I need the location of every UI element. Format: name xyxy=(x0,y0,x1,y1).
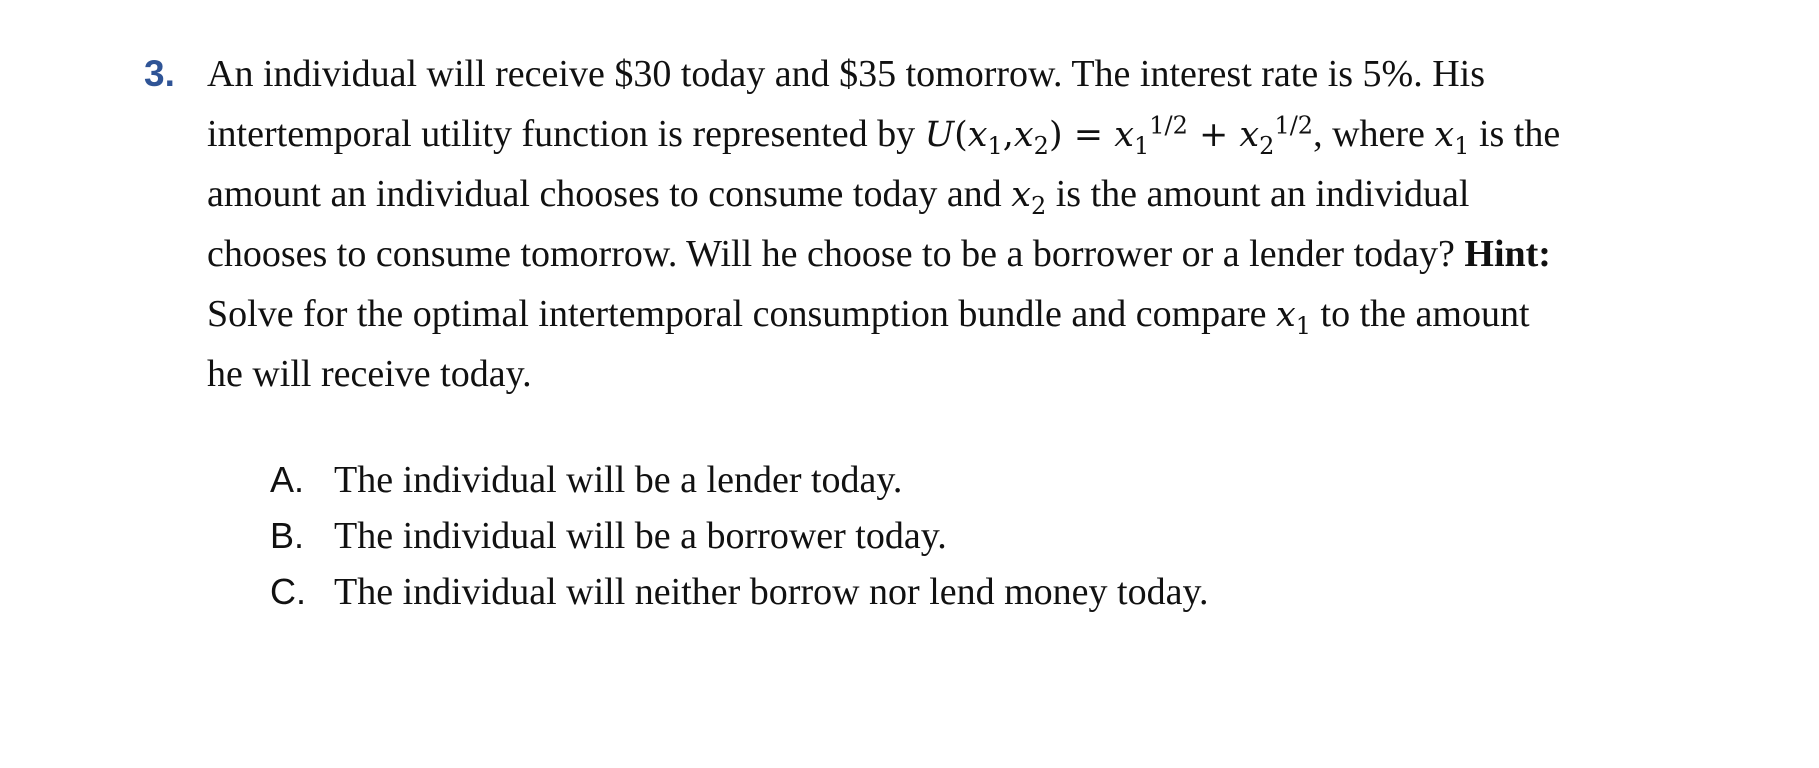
question-line-4-text: chooses to consume tomorrow. Will he choose to be a borrower or a lender today? xyxy=(207,233,1455,275)
question-line-5-text: Solve for the optimal intertemporal consumption bundle and compare xyxy=(207,293,1267,335)
question-line-2-text: intertemporal utility function is represented by xyxy=(207,113,916,155)
var-x2-inline xyxy=(1011,175,1047,220)
question-line-3 xyxy=(207,164,1707,224)
formula-var-x2: x xyxy=(1013,115,1034,155)
formula-exponent-2: 1/2 xyxy=(1274,111,1314,140)
question-line-3-end: is the amount an individual xyxy=(1055,173,1470,215)
option-c-letter: C. xyxy=(270,571,306,612)
question-line-4 xyxy=(207,224,1707,284)
formula-sub-1: 1 xyxy=(987,132,1003,160)
var-x1-compare-letter: x xyxy=(1276,295,1296,335)
formula-close-paren: ) xyxy=(1048,115,1063,155)
formula-term-sub-2: 2 xyxy=(1259,132,1275,160)
formula-equals: = xyxy=(1062,115,1115,155)
option-a[interactable] xyxy=(270,452,1209,508)
formula-term-x1: x xyxy=(1114,115,1134,155)
option-c-text: The individual will neither borrow nor lend money today. xyxy=(334,571,1209,613)
option-b-letter: B. xyxy=(270,515,305,556)
var-x2-letter: x xyxy=(1011,175,1031,215)
question-line-5 xyxy=(207,284,1707,344)
utility-symbol: U xyxy=(924,115,955,155)
question-line-2-end: is the xyxy=(1478,113,1561,155)
var-x1-letter: x xyxy=(1434,115,1455,155)
formula-sub-2: 2 xyxy=(1033,132,1049,160)
var-x2-sub: 2 xyxy=(1030,192,1047,220)
formula-exponent-1: 1/2 xyxy=(1149,111,1188,140)
question-line-6: he will receive today. xyxy=(207,353,532,395)
question-line-1: An individual will receive $30 today and $35 tomorrow. The interest rate is 5%. His xyxy=(207,53,1485,95)
formula-term-x2: x xyxy=(1239,115,1260,155)
question-line-2 xyxy=(207,104,1707,164)
question-line-3-text: amount an individual chooses to consume today and xyxy=(207,173,1002,215)
formula-term-sub-1: 1 xyxy=(1133,132,1150,160)
formula-open-paren: ( xyxy=(954,115,968,155)
question-text xyxy=(207,44,1707,404)
option-b-text: The individual will be a borrower today. xyxy=(334,515,947,557)
var-x1-compare xyxy=(1276,295,1312,340)
var-x1-compare-sub: 1 xyxy=(1295,312,1312,340)
option-c[interactable] xyxy=(270,564,1209,620)
utility-function-formula xyxy=(924,111,1314,160)
var-x1-sub: 1 xyxy=(1454,132,1470,160)
formula-var-x1: x xyxy=(967,115,988,155)
hint-label: Hint: xyxy=(1464,233,1551,275)
question-line-5-end: to the amount xyxy=(1320,293,1530,335)
answer-options xyxy=(270,452,1209,620)
option-b[interactable] xyxy=(270,508,1209,564)
option-a-letter: A. xyxy=(270,459,305,500)
formula-plus: + xyxy=(1187,115,1240,155)
question-line-2-where: , where xyxy=(1313,113,1425,155)
var-x1-inline xyxy=(1434,115,1470,160)
question-number: 3. xyxy=(144,53,175,94)
option-a-text: The individual will be a lender today. xyxy=(334,459,903,501)
formula-comma: , xyxy=(1002,115,1014,155)
